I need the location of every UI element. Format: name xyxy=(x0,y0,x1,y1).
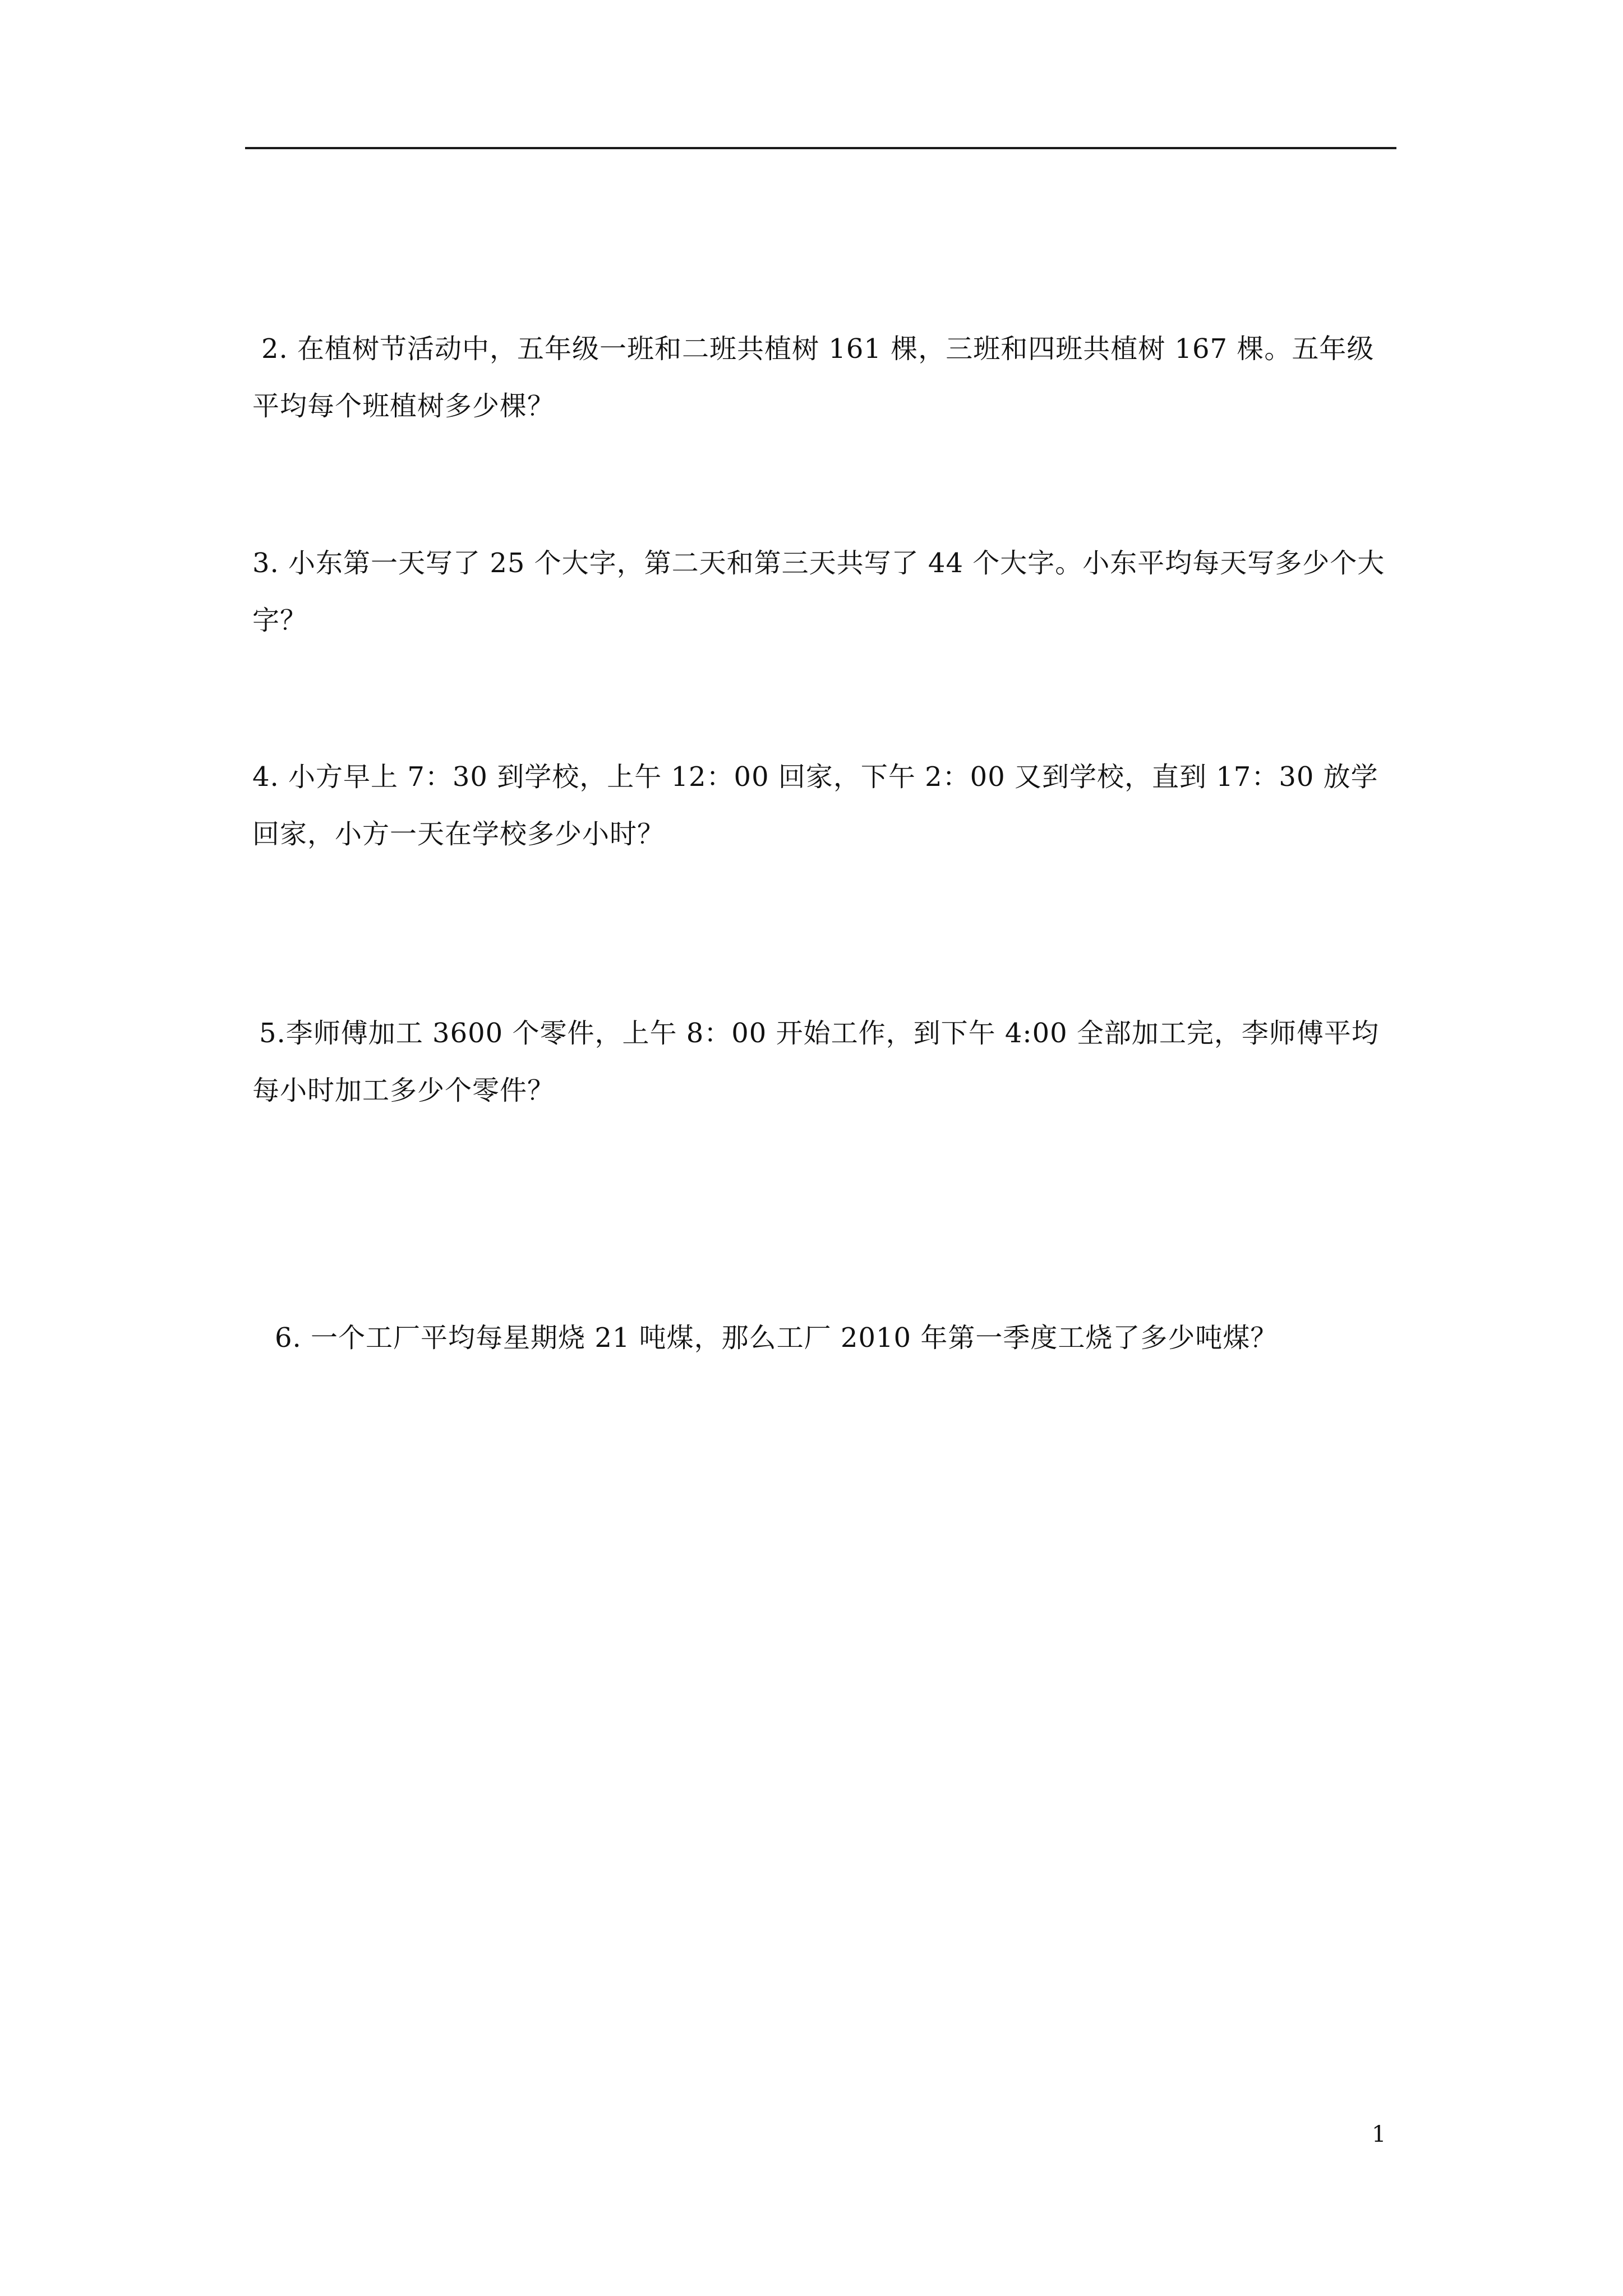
problem-2: 2. 在植树节活动中，五年级一班和二班共植树 161 棵，三班和四班共植树 167 棵。五年级平均每个班植树多少棵？ xyxy=(252,333,1375,422)
problem-3: 3. 小东第一天写了 25 个大字，第二天和第三天共写了 44 个大字。小东平均每天写多少个大字？ xyxy=(252,547,1385,636)
page-number: 1 xyxy=(1372,2122,1386,2147)
problem-6: 6. 一个工厂平均每星期烧 21 吨煤，那么工厂 2010 年第一季度工烧了多少吨煤？ xyxy=(275,1322,1278,1354)
problem-5: 5.李师傅加工 3600 个零件，上午 8：00 开始工作，到下午 4:00 全部加工完，李师傅平均每小时加工多少个零件？ xyxy=(252,1018,1379,1106)
problem-4: 4. 小方早上 7：30 到学校，上午 12：00 回家，下午 2：00 又到学校，直到 17：30 放学回家，小方一天在学校多少小时？ xyxy=(252,761,1378,850)
header-rule xyxy=(245,147,1396,149)
